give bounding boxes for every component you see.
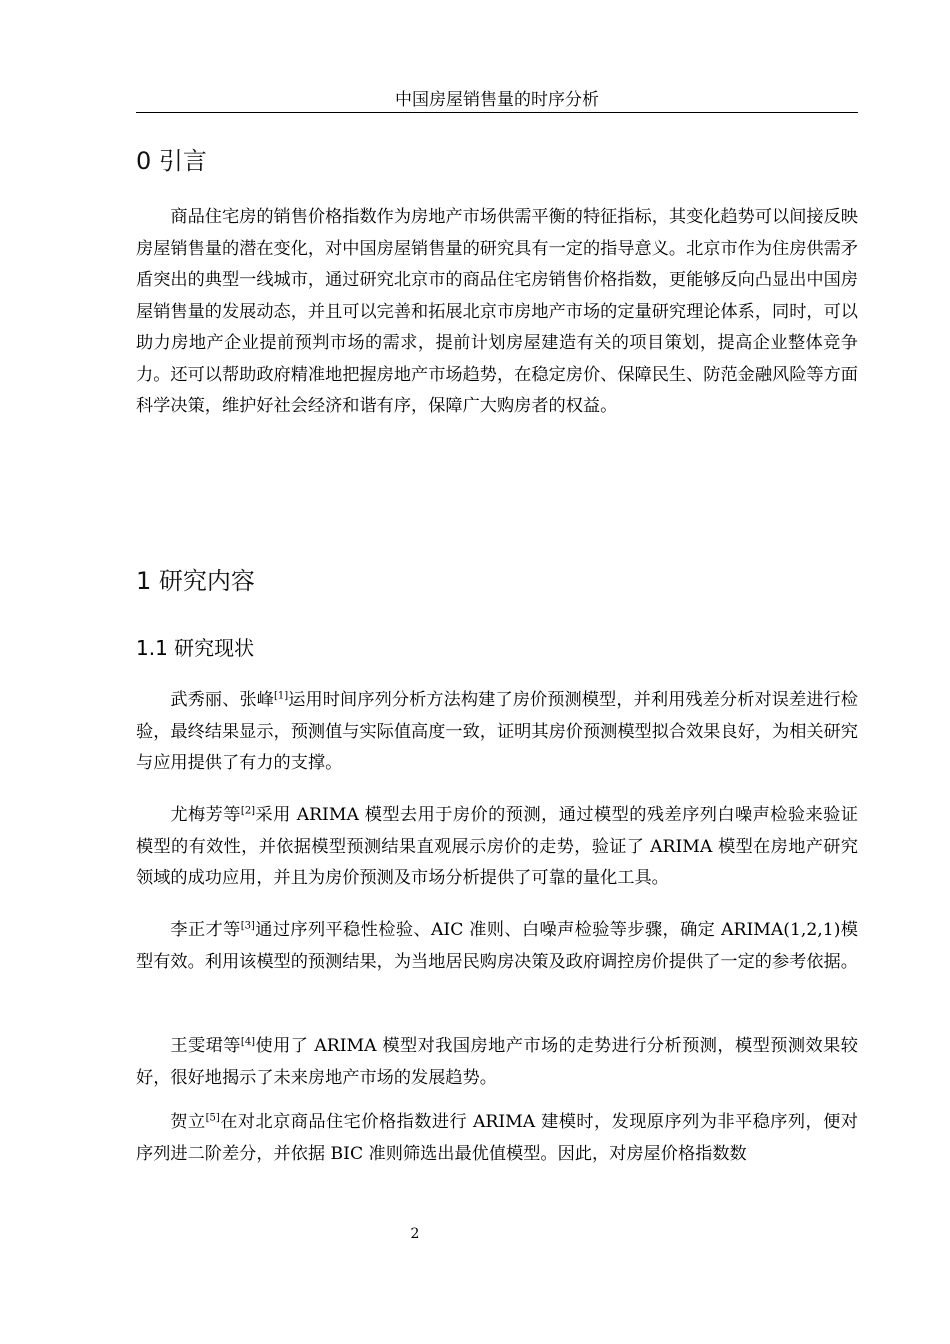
citation-marker: [5] [205,1112,220,1124]
reference-paragraph-4 [136,1031,858,1094]
ref-text: 使用了 ARIMA 模型对我国房地产市场的走势进行分析预测，模型预测效果较好，很好地揭示了未来房地产市场的发展趋势。 [136,1036,858,1088]
citation-marker: [1] [274,690,289,702]
ref-author: 李正才等 [170,920,241,940]
reference-paragraph-3 [136,915,858,978]
ref-author: 王雯珺等 [170,1036,241,1056]
subsection-heading-research-status: 1.1 研究现状 [136,636,255,660]
ref-author: 贺立 [170,1112,206,1132]
page-number: 2 [410,1226,420,1242]
ref-author: 武秀丽、张峰 [170,690,274,710]
ref-author: 尤梅芳等 [170,805,241,825]
reference-paragraph-1 [136,685,858,780]
citation-marker: [2] [240,805,256,817]
ref-text: 采用 ARIMA 模型去用于房价的预测，通过模型的残差序列白噪声检验来验证模型的有效性，并依据模型预测结果直观展示房价的走势，验证了 ARIMA 模型在房地产研究领域的成功应用，并且为房价预测及市场分析提供了可靠的量化工具。 [136,805,858,888]
running-header: 中国房屋销售量的时序分析 [136,88,858,113]
ref-text: 运用时间序列分析方法构建了房价预测模型，并利用残差分析对误差进行检验，最终结果显示，预测值与实际值高度一致，证明其房价预测模型拟合效果良好，为相关研究与应用提供了有力的支撑。 [136,690,858,773]
intro-paragraph: 商品住宅房的销售价格指数作为房地产市场供需平衡的特征指标，其变化趋势可以间接反映房屋销售量的潜在变化，对中国房屋销售量的研究具有一定的指导意义。北京市作为住房供需矛盾突出的典型一线城市，通过研究北京市的商品住宅房销售价格指数，更能够反向凸显出中国房屋销售量的发展动态，并且可以完善和拓展北京市房地产市场的定量研究理论体系，同时，可以助力房地产企业提前预判市场的需求，提前计划房屋建造有关的项目策划，提高企业整体竞争力。还可以帮助政府精准地把握房地产市场趋势，在稳定房价、保障民生、防范金融风险等方面科学决策，维护好社会经济和谐有序，保障广大购房者的权益。 [136,207,858,416]
citation-marker: [4] [240,1036,256,1048]
section-heading-research-content: 1 研究内容 [136,567,255,595]
section-heading-introduction: 0 引言 [136,147,207,175]
reference-paragraph-2 [136,800,858,895]
reference-paragraph-5 [136,1107,858,1170]
ref-text: 通过序列平稳性检验、AIC 准则、白噪声检验等步骤，确定 ARIMA(1,2,1)模型有效。利用该模型的预测结果，为当地居民购房决策及政府调控房价提供了一定的参考依据。 [136,920,858,972]
ref-text: 在对北京商品住宅价格指数进行 ARIMA 建模时，发现原序列为非平稳序列，便对序列进二阶差分，并依据 BIC 准则筛选出最优值模型。因此，对房屋价格指数数 [136,1112,858,1164]
citation-marker: [3] [240,920,255,932]
